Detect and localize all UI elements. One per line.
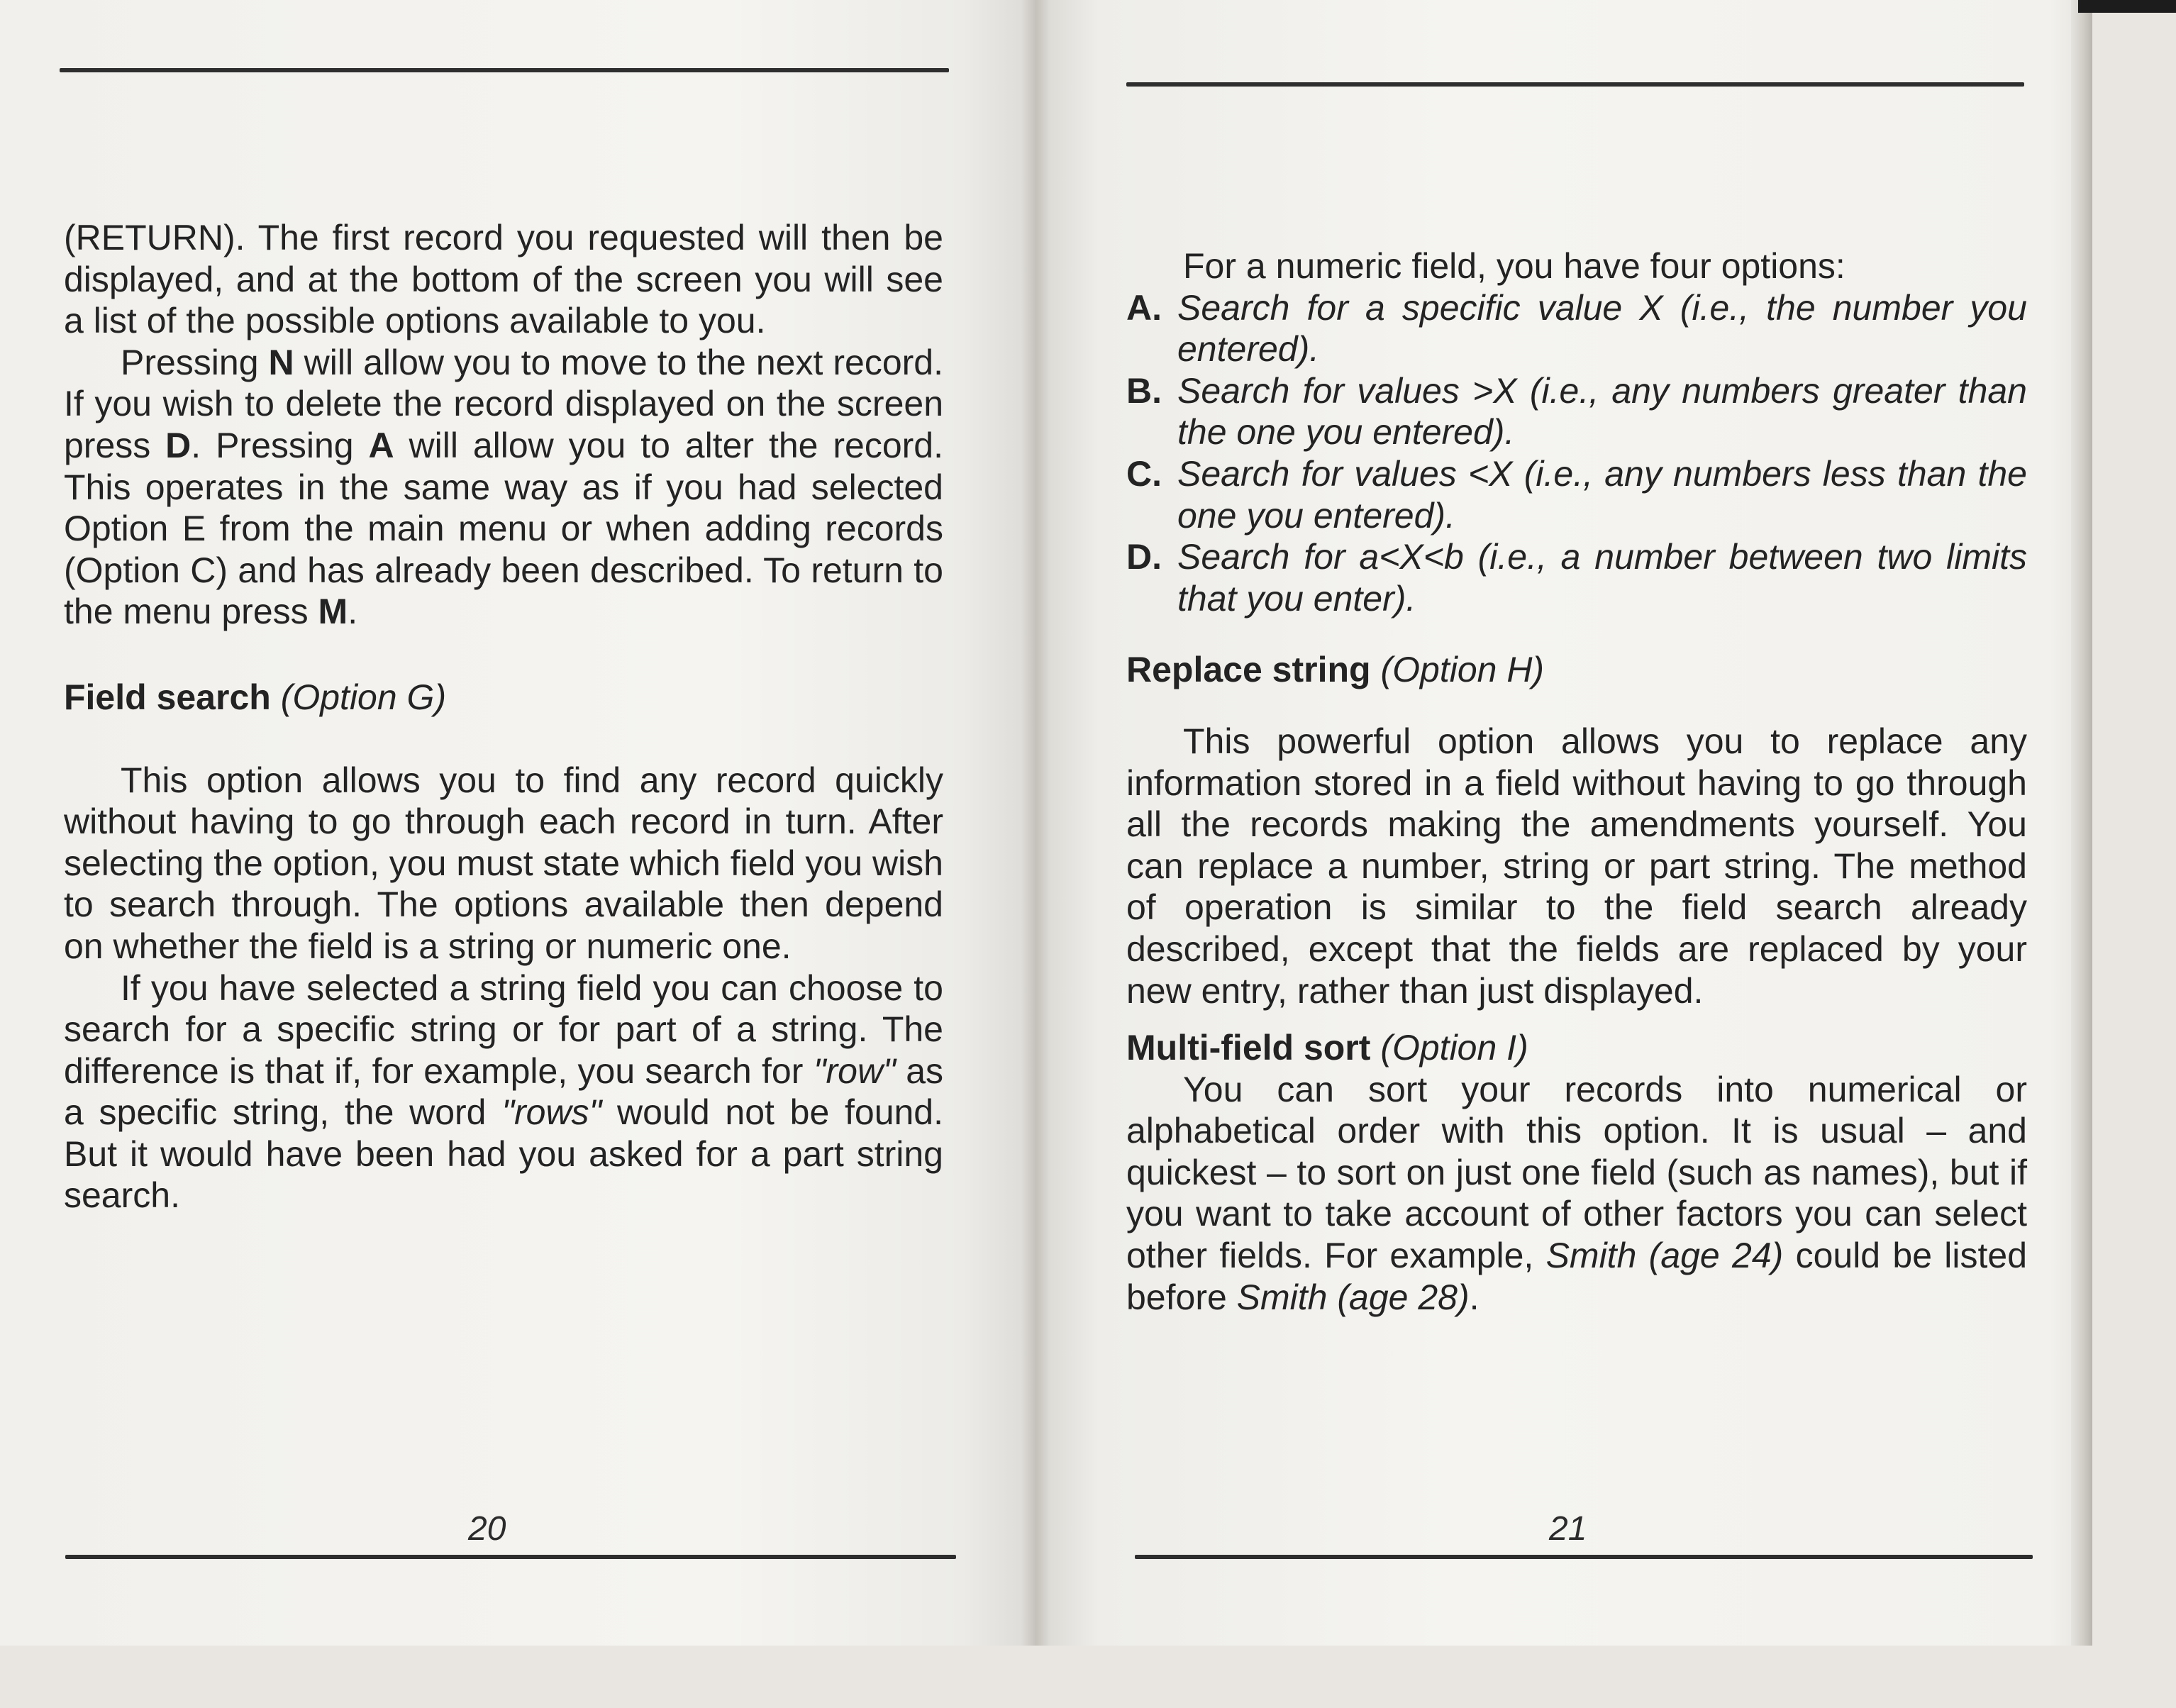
example-smith-24: Smith (age 24)	[1545, 1236, 1784, 1276]
left-para-4-text-1: If you have selected a string field you can choose to search for a specific string or for part of a string. The difference is that if, for example, you search for	[64, 967, 943, 1091]
key-d: D	[165, 425, 191, 465]
key-m: M	[318, 592, 348, 632]
left-para-3: This option allows you to find any record quickly without having to go through each record in turn. After selecting the option, you must state which field you wish to search through. The options available then depend on whether the field is a string or numeric one.	[64, 760, 943, 966]
replace-string-option: (Option H)	[1380, 650, 1545, 690]
option-d	[1126, 536, 2027, 619]
replace-string-title: Replace string	[1126, 650, 1371, 690]
right-text	[1126, 245, 2027, 1318]
bottom-rule-left	[65, 1555, 956, 1559]
option-a-letter: A.	[1126, 287, 1162, 328]
field-search-heading	[64, 677, 943, 719]
option-b	[1126, 370, 2027, 453]
example-row: "row"	[813, 1050, 896, 1091]
option-c-text: Search for values <X (i.e., any numbers less than the one you entered).	[1177, 453, 2027, 536]
left-page	[0, 0, 1036, 1646]
left-para-1: (RETURN). The first record you requested will then be displayed, and at the bottom of the screen you will see a list of the possible options available to you.	[64, 218, 943, 341]
option-b-letter: B.	[1126, 370, 1162, 411]
background-corner	[2078, 0, 2176, 13]
right-para-2-text-3: .	[1469, 1277, 1480, 1317]
option-a-text: Search for a specific value X (i.e., the number you entered).	[1177, 287, 2027, 370]
left-para-2	[64, 342, 943, 633]
right-intro: For a numeric field, you have four options:	[1183, 246, 1845, 286]
example-rows: "rows"	[501, 1092, 602, 1133]
option-a	[1126, 287, 2027, 370]
right-para-2-text-2: could be listed before	[1126, 1236, 2028, 1317]
left-para-4	[64, 967, 943, 1217]
option-b-text: Search for values >X (i.e., any numbers greater than the one you entered).	[1177, 370, 2027, 453]
multi-field-sort-title: Multi-field sort	[1126, 1028, 1371, 1068]
right-para-2	[1126, 1069, 2027, 1319]
left-para-4-text-2: as a specific string, the word	[64, 1050, 943, 1133]
option-d-letter: D.	[1126, 537, 1162, 577]
field-search-title: Field search	[64, 677, 271, 717]
option-d-text: Search for a<X<b (i.e., a number between two limits that you enter).	[1177, 537, 2027, 619]
left-para-4-text-3: would not be found. But it would have been had you asked for a part string search.	[64, 1092, 944, 1216]
key-a: A	[368, 425, 394, 465]
left-para-2-text-5: .	[348, 592, 358, 632]
field-search-option: (Option G)	[280, 677, 447, 717]
right-page	[1036, 0, 2092, 1646]
key-n: N	[268, 342, 294, 382]
right-para-2-text-1: You can sort your records into numerical or alphabetical order with this option. It is usual – and quickest – to sort on just one field (such as names), but if you want to take account of other factors you can select other fields. For example,	[1126, 1069, 2027, 1276]
page-number-right: 21	[1549, 1510, 1587, 1548]
multi-field-sort-heading	[1126, 1027, 2027, 1069]
left-text	[64, 217, 943, 1216]
right-para-1: This powerful option allows you to replace any information stored in a field without having to go through all the records making the amendments yourself. You can replace a number, string or part string. The method of operation is similar to the field search already described, except that the fields are replaced by your new entry, rather than just displayed.	[1126, 721, 2027, 1011]
page-number-left: 20	[468, 1510, 506, 1548]
numeric-options-list	[1126, 287, 2027, 620]
bottom-rule-right	[1135, 1555, 2033, 1559]
multi-field-sort-option: (Option I)	[1380, 1028, 1528, 1068]
left-para-2-text-2: will allow you to move to the next record. If you wish to delete the record displayed on the screen press	[64, 342, 943, 465]
book-gutter	[1021, 0, 1050, 1646]
option-c	[1126, 453, 2027, 536]
left-para-2-text-4: will allow you to alter the record. This operates in the same way as if you had selected Option E from the main menu or when adding records (Option C) and has already been described. To return to the menu press	[64, 425, 943, 632]
page-edge-right	[2071, 0, 2092, 1646]
top-rule-left	[60, 68, 949, 72]
replace-string-heading	[1126, 649, 2027, 691]
left-para-2-text-3: . Pressing	[191, 425, 369, 465]
option-c-letter: C.	[1126, 453, 1162, 494]
top-rule-right	[1126, 82, 2024, 87]
left-para-2-text-1: Pressing	[121, 342, 269, 382]
example-smith-28: Smith (age 28)	[1236, 1277, 1470, 1317]
